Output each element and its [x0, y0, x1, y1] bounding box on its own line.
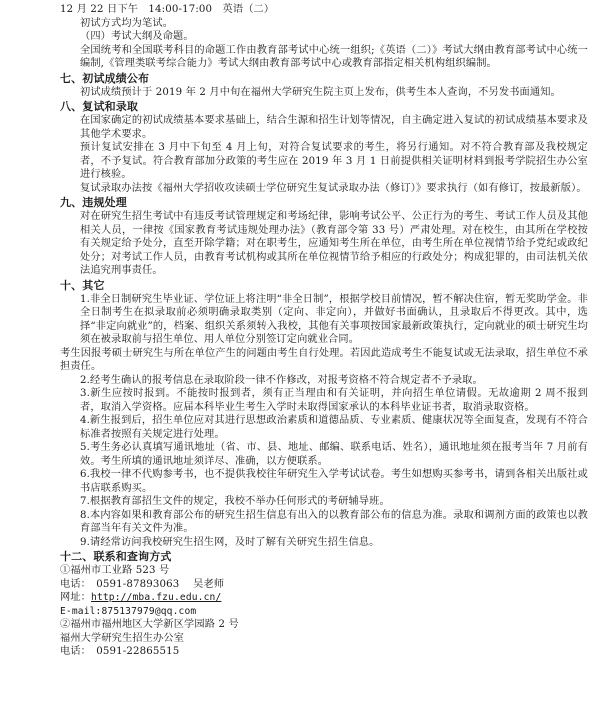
contact-office: 福州大学研究生招生办公室 — [60, 632, 185, 644]
contact-phone-1: 电话： 0591-87893063 吴老师 — [60, 578, 225, 590]
website-link[interactable]: http://mba.fzu.edu.cn/ — [91, 592, 222, 603]
contact-email: E-mail:875137979@qq.com — [60, 605, 197, 617]
section-9-heading: 九、违规处理 — [60, 196, 127, 209]
exam-outline-paragraph: 全国统考和全国联考科目的命题工作由教育部考试中心统一组织;《英语（二）》考试大纲由教育部考试中心统一编制,《管理类联考综合能力》考试大纲由教育部考试中心或教育部指定相关机构组织编制。 — [80, 44, 588, 69]
contact-address-1: ①福州市工业路 523 号 — [60, 565, 170, 576]
section-10-item-5: 5.考生务必认真填写通讯地址（省、市、县、地址、邮编、联系电话、姓名），通讯地址须在报考当年 7 月前有效。考生所填的通讯地址须详尽、准确，以方便联系。 — [80, 442, 588, 467]
section-10-item-3: 3.新生应按时报到。不能按时报到者，须有正当理由和有关证明，并向招生单位请假。无故逾期 2 周不报到者，取消入学资格。应届本科毕业生考生入学时未取得国家承认的本科毕业证书者，取消录取资格。 — [80, 388, 588, 413]
section-10-heading: 十、其它 — [60, 278, 105, 292]
section-10-item-4: 4.新生报到后，招生单位应对其进行思想政治素质和道德品质、专业素质、健康状况等全面复查，发现有不符合标准者按照有关规定进行处理。 — [80, 415, 588, 440]
section-10-item-1a: 1.非全日制研究生毕业证、学位证上将注明“非全日制”，根据学校目前情况，暂不解决住宿，暂无奖助学金。非全日制考生在拟录取前必须明确录取类别（定向、非定向），并做好书面确认，且录取后不得更改。其中，选择“非定向就业”的，档案、组织关系须转入我校，其他有关事项按国家最新政策执行，定向就业的硕士研究生均须在被录取前与招生单位、用人单位分别签订定向就业合同。 — [80, 293, 588, 345]
contact-website-row — [60, 591, 588, 605]
website-label: 网址： — [60, 592, 92, 603]
exam-schedule-line: 12 月 22 日下午 14:00-17:00 英语（二） — [60, 4, 275, 15]
section-8-paragraph-2: 预计复试安排在 3 月中下旬至 4 月上旬，对符合复试要求的考生，将另行通知。对不符合教育部及我校规定者，不予复试。符合教育部加分政策的考生应在 2019 年 3 月 1 日前提供相关证明材料到报考学院招生办公室进行核验。 — [80, 142, 588, 180]
section-8-paragraph-1: 在国家确定的初试成绩基本要求基础上，结合生源和招生计划等情况，自主确定进入复试的初试成绩基本要求及其他学术要求。 — [80, 115, 588, 140]
section-10-item-8: 8.本内容如果和教育部公布的研究生招生信息有出入的以教育部公布的信息为准。录取和调剂方面的政策也以教育部当年有关文件为准。 — [80, 509, 588, 534]
section-9-paragraph: 对在研究生招生考试中有违反考试管理规定和考场纪律，影响考试公平、公正行为的考生、考试工作人员及其他相关人员，一律按《国家教育考试违规处理办法》（教育部令第 33 号）严肃处理。对在校生，由其所在学校按有关规定给予处分，直至开除学籍；对在职考生，应通知考生所在单位，由考生所在单位视情节给予党纪或政纪处分；对考试工作人员，由教育考试机构或其所在单位视情节给予相应的行政处分；构成犯罪的，由司法机关依法追究刑事责任。 — [80, 211, 588, 276]
contact-address-2: ②福州市福州地区大学新区学园路 2 号 — [60, 619, 239, 630]
section-10-item-7: 7.根据教育部招生文件的规定，我校不举办任何形式的考研辅导班。 — [80, 496, 390, 507]
exam-outline-subheading: （四）考试大纲及命题。 — [80, 31, 194, 42]
section-10-item-2: 2.经考生确认的报考信息在录取阶段一律不作修改，对报考资格不符合规定者不予录取。 — [80, 374, 483, 386]
exam-method-line: 初试方式均为笔试。 — [80, 17, 174, 29]
section-10-item-6: 6.我校一律不代购参考书，也不提供我校往年研究生入学考试试卷。考生如想购买参考书，请到各相关出版社或书店联系购买。 — [80, 469, 588, 494]
section-10-item-9: 9.请经常访问我校研究生招生网，及时了解有关研究生招生信息。 — [80, 536, 380, 548]
section-12-heading: 十二、联系和查询方式 — [60, 550, 172, 563]
section-7-heading: 七、初试成绩公布 — [60, 71, 150, 85]
section-10-item-1b: 考生因报考硕士研究生与所在单位产生的问题由考生自行处理。若因此造成考生不能复试或无法录取，招生单位不承担责任。 — [60, 347, 588, 372]
section-7-paragraph: 初试成绩预计于 2019 年 2 月中旬在福州大学研究生院主页上发布，供考生本人查询，不另发书面通知。 — [80, 86, 561, 98]
contact-phone-2: 电话： 0591-22865515 — [60, 646, 180, 657]
section-8-heading: 八、复试和录取 — [60, 100, 139, 113]
section-8-paragraph-3: 复试录取办法按《福州大学招收攻读硕士学位研究生复试录取办法（修订）》要求执行（如有修订，按最新版）。 — [80, 182, 587, 194]
